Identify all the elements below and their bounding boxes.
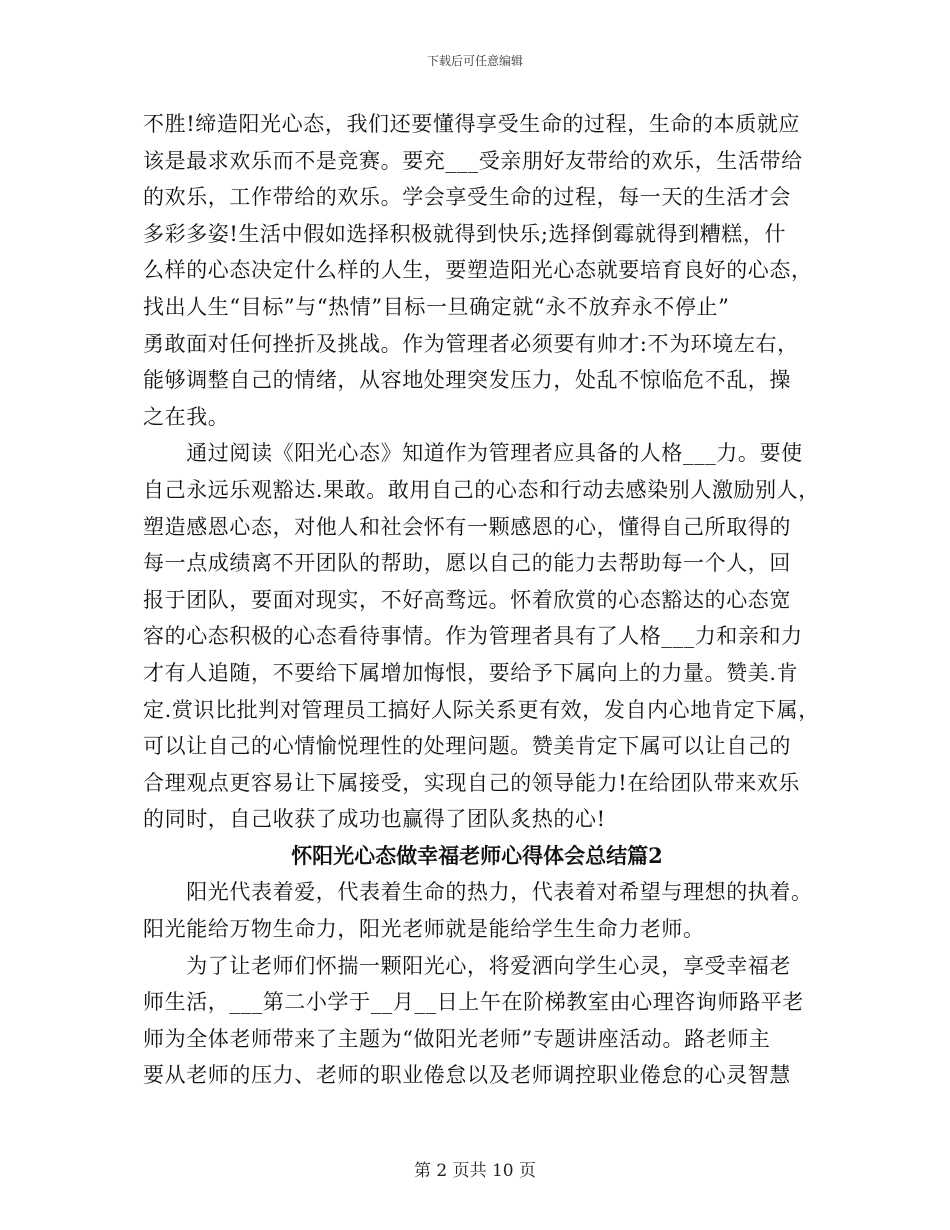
text-line: 的欢乐，工作带给的欢乐。学会享受生命的过程，每一天的生活才会 bbox=[143, 185, 791, 210]
text-line: 么样的心态决定什么样的人生，要塑造阳光心态就要培育良好的心态， bbox=[143, 258, 813, 283]
text-line: 每一点成绩离不开团队的帮助，愿以自己的能力去帮助每一个人，回 bbox=[143, 551, 791, 576]
text-line: 阳光能给万物生命力，阳光老师就是能给学生生命力老师。 bbox=[143, 917, 705, 942]
text-line: 为了让老师们怀揣一颗阳光心，将爱洒向学生心灵，享受幸福老 bbox=[143, 953, 791, 978]
section-title: 怀阳光心态做幸福老师心得体会总结篇2 bbox=[291, 842, 663, 868]
page-header: 下载后可任意编辑 bbox=[426, 54, 523, 68]
text-line: 阳光代表着爱，代表着生命的热力，代表着对希望与理想的执着。 bbox=[143, 880, 813, 905]
text-line: 不胜!缔造阳光心态，我们还要懂得享受生命的过程，生命的本质就应 bbox=[143, 112, 801, 136]
text-line: 师为全体老师带来了主题为“做阳光老师”专题讲座活动。路老师主 bbox=[143, 1026, 771, 1051]
text-line: 报于团队，要面对现实，不好高骛远。怀着欣赏的心态豁达的心态宽 bbox=[143, 587, 791, 612]
text-line: 塑造感恩心态，对他人和社会怀有一颗感恩的心，懂得自己所取得的 bbox=[143, 514, 791, 539]
text-line: 通过阅读《阳光心态》知道作为管理者应具备的人格___力。要使 bbox=[143, 441, 803, 466]
text-line: 师生活，___第二小学于__月__日上午在阶梯教室由心理咨询师路平老 bbox=[143, 990, 804, 1015]
text-line: 容的心态积极的心态看待事情。作为管理者具有了人格___力和亲和力 bbox=[143, 624, 803, 649]
text-line: 自己永远乐观豁达.果敢。敢用自己的心态和行动去感染别人激励别人， bbox=[143, 477, 820, 502]
text-line: 定.赏识比批判对管理员工搞好人际关系更有效，发自内心地肯定下属， bbox=[143, 697, 820, 722]
text-line: 可以让自己的心情愉悦理性的处理问题。赞美肯定下属可以让自己的 bbox=[143, 734, 791, 759]
text-line: 找出人生“目标”与“热情”目标一旦确定就“永不放弃永不停止” bbox=[143, 294, 730, 319]
text-line: 要从老师的压力、老师的职业倦怠以及老师调控职业倦怠的心灵智慧 bbox=[143, 1063, 791, 1088]
text-line: 的同时，自己收获了成功也赢得了团队炙热的心! bbox=[143, 807, 606, 832]
text-line: 该是最求欢乐而不是竞赛。要充___受亲朋好友带给的欢乐，生活带给 bbox=[143, 148, 803, 173]
text-line: 多彩多姿!生活中假如选择积极就得到快乐;选择倒霉就得到糟糕，什 bbox=[143, 221, 787, 246]
document-body bbox=[143, 106, 820, 1094]
text-line: 合理观点更容易让下属接受，实现自己的领导能力!在给团队带来欢乐 bbox=[143, 770, 801, 795]
text-line: 能够调整自己的情绪，从容地处理突发压力，处乱不惊临危不乱，操 bbox=[143, 368, 791, 393]
page-footer: 第 2 页共 10 页 bbox=[413, 1161, 537, 1181]
text-line: 才有人追随，不要给下属增加悔恨，要给予下属向上的力量。赞美.肯 bbox=[143, 660, 799, 685]
text-line: 之在我。 bbox=[143, 404, 230, 429]
text-line: 勇敢面对任何挫折及挑战。作为管理者必须要有帅才:不为环境左右， bbox=[143, 331, 799, 356]
